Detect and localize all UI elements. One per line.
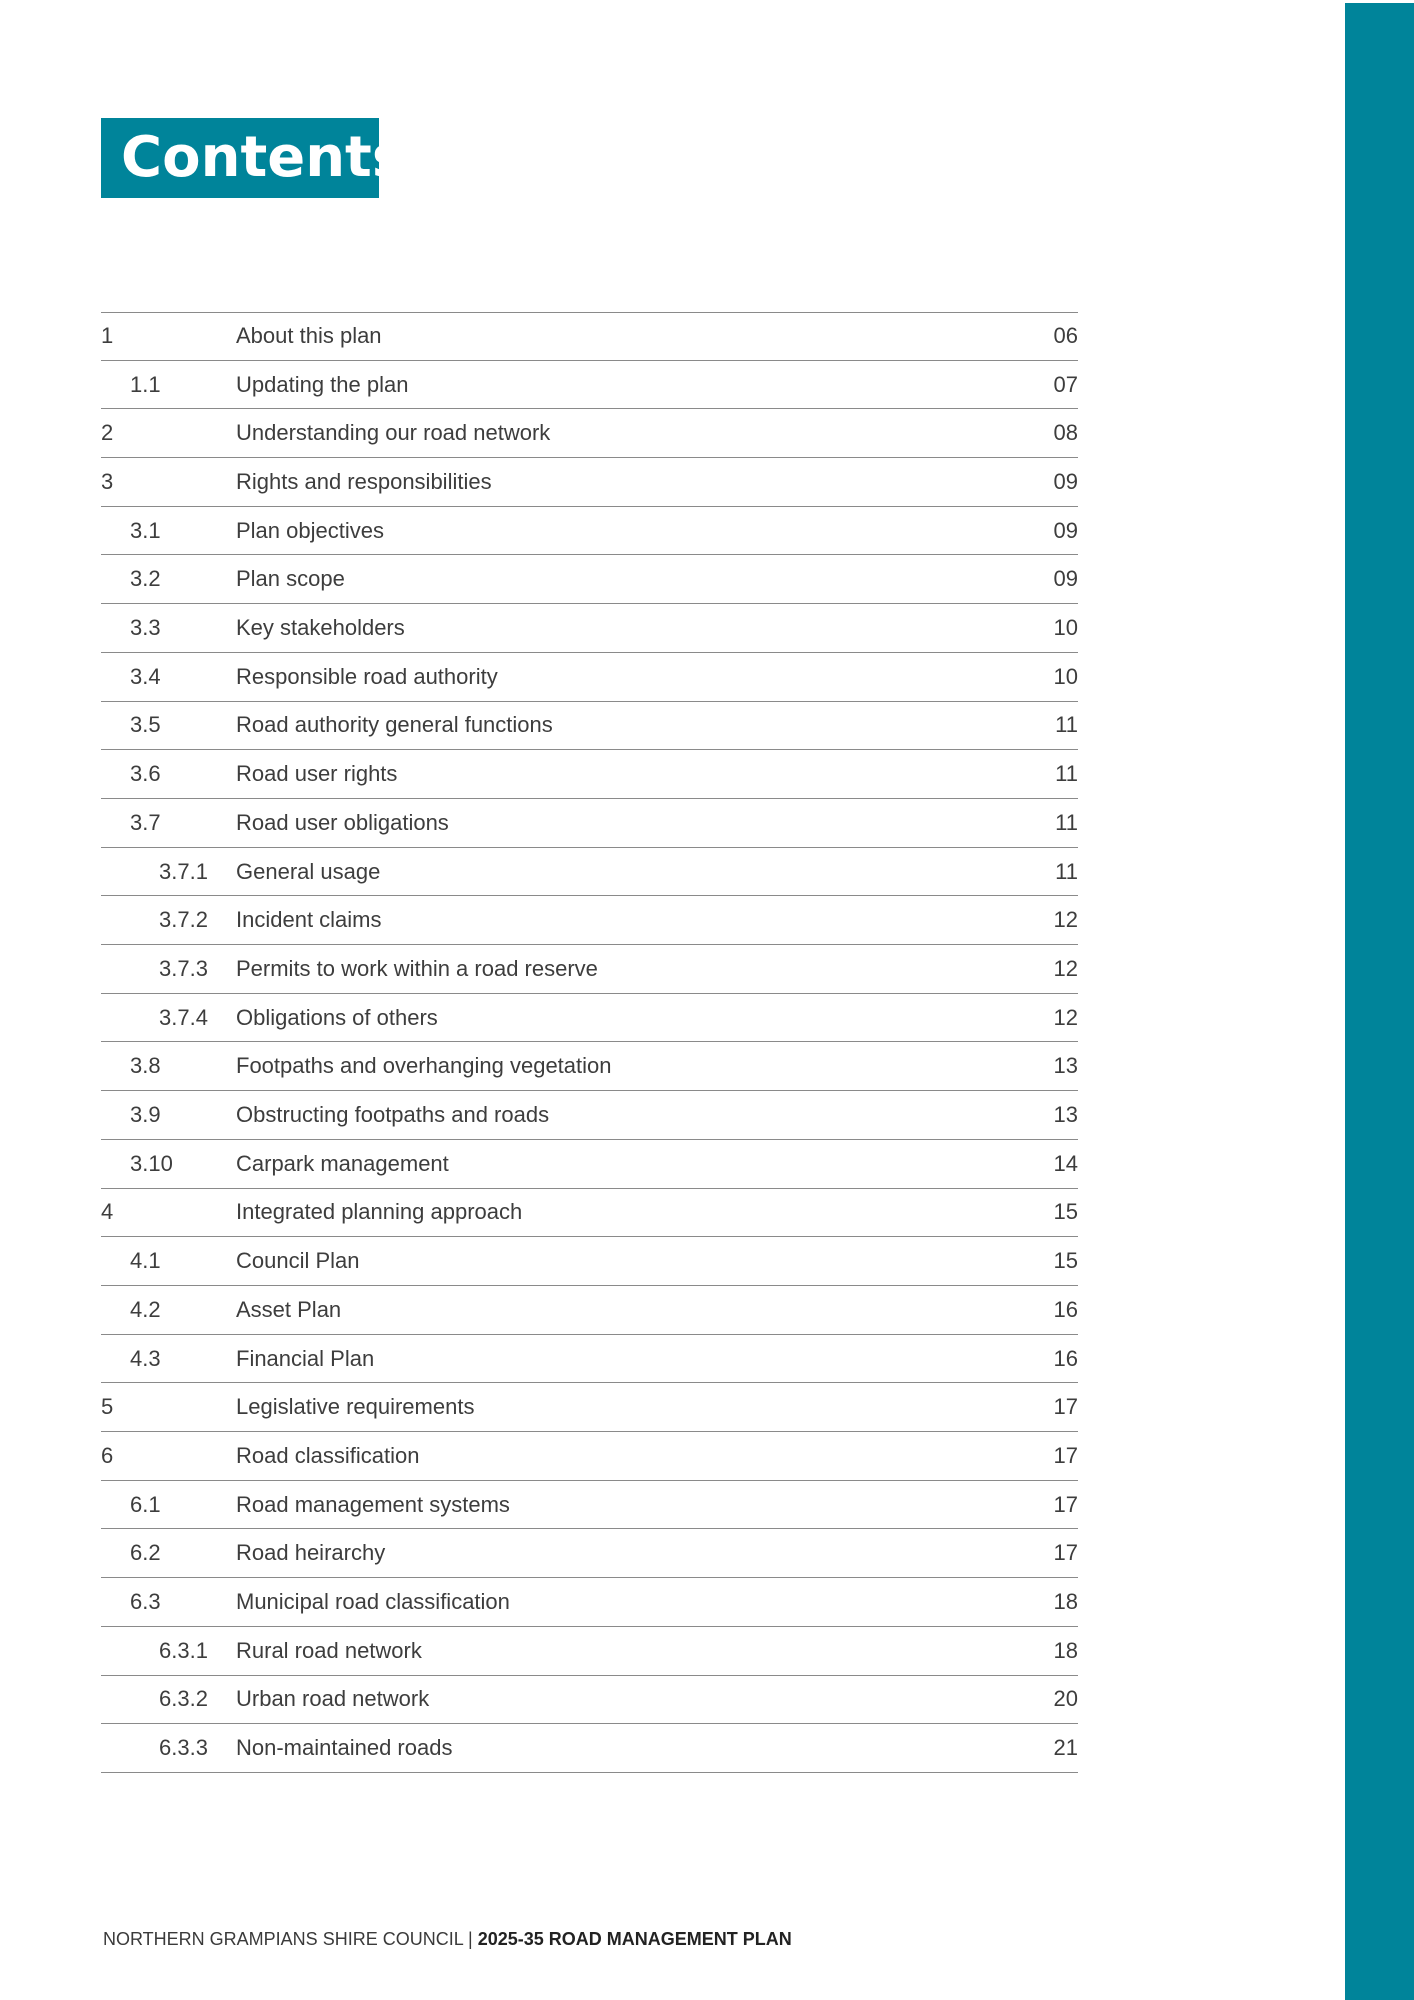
toc-section-title: Road classification (236, 1442, 420, 1468)
toc-page-number: 16 (1053, 1345, 1078, 1371)
toc-section-title: Road authority general functions (236, 712, 553, 738)
toc-section-title: Rural road network (236, 1637, 422, 1663)
toc-section-number: 6.1 (130, 1491, 161, 1517)
toc-section-title: Non-maintained roads (236, 1735, 453, 1761)
toc-page-number: 21 (1053, 1735, 1078, 1761)
footer (103, 1927, 792, 1951)
toc-row[interactable] (101, 1335, 1078, 1384)
toc-row[interactable] (101, 604, 1078, 653)
toc-section-number: 3.7.1 (159, 858, 208, 884)
toc-section-title: Obligations of others (236, 1004, 438, 1030)
toc-page-number: 11 (1055, 712, 1078, 738)
toc-section-title: Carpark management (236, 1150, 449, 1176)
toc-page-number: 20 (1053, 1686, 1078, 1712)
toc-section-title: Asset Plan (236, 1296, 342, 1322)
toc-section-title: Municipal road classification (236, 1589, 510, 1615)
toc-page-number: 18 (1053, 1637, 1078, 1663)
toc-section-number: 6 (101, 1442, 114, 1468)
toc-section-title: Responsible road authority (236, 663, 498, 689)
toc-page-number: 18 (1053, 1589, 1078, 1615)
toc-page-number: 10 (1053, 615, 1078, 641)
toc-row[interactable] (101, 848, 1078, 897)
footer-plan-title: 2025-35 ROAD MANAGEMENT PLAN (477, 1929, 792, 1949)
toc-page-number: 12 (1053, 955, 1078, 981)
toc-page-number: 09 (1053, 468, 1078, 494)
toc-row[interactable] (101, 556, 1078, 605)
toc-section-number: 3 (101, 468, 114, 494)
toc-section-title: Incident claims (236, 907, 382, 933)
toc-row[interactable] (101, 507, 1078, 556)
toc-row[interactable] (101, 653, 1078, 702)
toc-row[interactable] (101, 1383, 1078, 1432)
toc-page-number: 10 (1053, 663, 1078, 689)
toc-section-title: Road management systems (236, 1491, 510, 1517)
toc-section-title: Legislative requirements (236, 1394, 475, 1420)
toc-section-title: Integrated planning approach (236, 1199, 523, 1225)
toc-section-number: 3.8 (130, 1053, 161, 1079)
toc-section-title: About this plan (236, 322, 382, 348)
toc-row[interactable] (101, 1043, 1078, 1092)
toc-row[interactable] (101, 1432, 1078, 1481)
toc-section-number: 6.3 (130, 1589, 161, 1615)
toc-section-title: Council Plan (236, 1248, 360, 1274)
toc-page-number: 12 (1053, 907, 1078, 933)
toc-section-number: 3.6 (130, 761, 161, 787)
toc-row[interactable] (101, 1286, 1078, 1335)
toc-page-number: 11 (1055, 809, 1078, 835)
toc-row[interactable] (101, 1091, 1078, 1140)
toc-section-title: Urban road network (236, 1686, 430, 1712)
toc-section-number: 1.1 (130, 371, 161, 397)
toc-row[interactable] (101, 1676, 1078, 1725)
toc-section-number: 6.2 (130, 1540, 161, 1566)
toc-row[interactable] (101, 1530, 1078, 1579)
toc-section-number: 5 (101, 1394, 114, 1420)
toc-section-title: Rights and responsibilities (236, 468, 492, 494)
toc-section-number: 4 (101, 1199, 114, 1225)
toc-page-number: 17 (1053, 1491, 1078, 1517)
toc-section-number: 6.3.3 (159, 1735, 208, 1761)
toc-row[interactable] (101, 1140, 1078, 1189)
toc-page-number: 11 (1055, 858, 1078, 884)
toc-section-number: 3.7.3 (159, 955, 208, 981)
toc-section-title: Road heirarchy (236, 1540, 386, 1566)
toc-page-number: 14 (1053, 1150, 1078, 1176)
toc-row[interactable] (101, 1481, 1078, 1530)
toc-section-number: 3.2 (130, 566, 161, 592)
toc-section-title: Plan scope (236, 566, 345, 592)
toc-section-title: Updating the plan (236, 371, 409, 397)
toc-section-title: Road user rights (236, 761, 398, 787)
toc-section-number: 3.4 (130, 663, 161, 689)
toc-page-number: 12 (1053, 1004, 1078, 1030)
toc-row[interactable] (101, 945, 1078, 994)
toc-row[interactable] (101, 409, 1078, 458)
toc-row[interactable] (101, 1189, 1078, 1238)
toc-row[interactable] (101, 896, 1078, 945)
toc-section-number: 3.7 (130, 809, 161, 835)
toc-page-number: 15 (1053, 1199, 1078, 1225)
side-accent-bar (1345, 3, 1414, 2000)
toc-row[interactable] (101, 458, 1078, 507)
toc-section-title: General usage (236, 858, 381, 884)
toc-section-title: Permits to work within a road reserve (236, 955, 598, 981)
toc-section-number: 3.3 (130, 615, 161, 641)
toc-row[interactable] (101, 994, 1078, 1043)
toc-section-number: 3.10 (130, 1150, 173, 1176)
toc-section-number: 3.7.4 (159, 1004, 208, 1030)
toc-row[interactable] (101, 312, 1078, 361)
toc-section-number: 3.1 (130, 517, 161, 543)
toc-section-title: Financial Plan (236, 1345, 375, 1371)
toc-section-number: 4.3 (130, 1345, 161, 1371)
toc-page-number: 09 (1053, 566, 1078, 592)
toc-page-number: 17 (1053, 1540, 1078, 1566)
toc-section-number: 4.1 (130, 1248, 161, 1274)
toc-section-number: 3.5 (130, 712, 161, 738)
toc-row[interactable] (101, 1724, 1078, 1773)
toc-section-number: 4.2 (130, 1296, 161, 1322)
toc-section-title: Understanding our road network (236, 420, 551, 446)
toc-page-number: 15 (1053, 1248, 1078, 1274)
toc-section-title: Footpaths and overhanging vegetation (236, 1053, 612, 1079)
toc-section-number: 1 (101, 322, 114, 348)
toc-row[interactable] (101, 1237, 1078, 1286)
toc-row[interactable] (101, 1627, 1078, 1676)
toc-section-title: Road user obligations (236, 809, 449, 835)
footer-council-name: NORTHERN GRAMPIANS SHIRE COUNCIL | (103, 1929, 478, 1949)
toc-section-number: 3.7.2 (159, 907, 208, 933)
toc-section-number: 2 (101, 420, 114, 446)
toc-section-number: 3.9 (130, 1102, 161, 1128)
toc-page-number: 11 (1055, 761, 1078, 787)
toc-page-number: 13 (1053, 1053, 1078, 1079)
toc-section-title: Obstructing footpaths and roads (236, 1102, 550, 1128)
toc-page-number: 08 (1053, 420, 1078, 446)
toc-page-number: 06 (1053, 322, 1078, 348)
toc-page-number: 13 (1053, 1102, 1078, 1128)
toc-section-number: 6.3.1 (159, 1637, 208, 1663)
toc-row[interactable] (101, 799, 1078, 848)
contents-heading-box (101, 118, 406, 198)
toc-row[interactable] (101, 1578, 1078, 1627)
toc-section-title: Plan objectives (236, 517, 384, 543)
toc-section-number: 6.3.2 (159, 1686, 208, 1712)
toc-page-number: 17 (1053, 1394, 1078, 1420)
page-title: Contents (121, 125, 406, 190)
toc-page-number: 16 (1053, 1296, 1078, 1322)
toc-row[interactable] (101, 702, 1078, 751)
toc-row[interactable] (101, 361, 1078, 410)
toc-page-number: 07 (1053, 371, 1078, 397)
toc-section-title: Key stakeholders (236, 615, 405, 641)
toc-page-number: 17 (1053, 1442, 1078, 1468)
toc-page-number: 09 (1053, 517, 1078, 543)
toc-row[interactable] (101, 750, 1078, 799)
